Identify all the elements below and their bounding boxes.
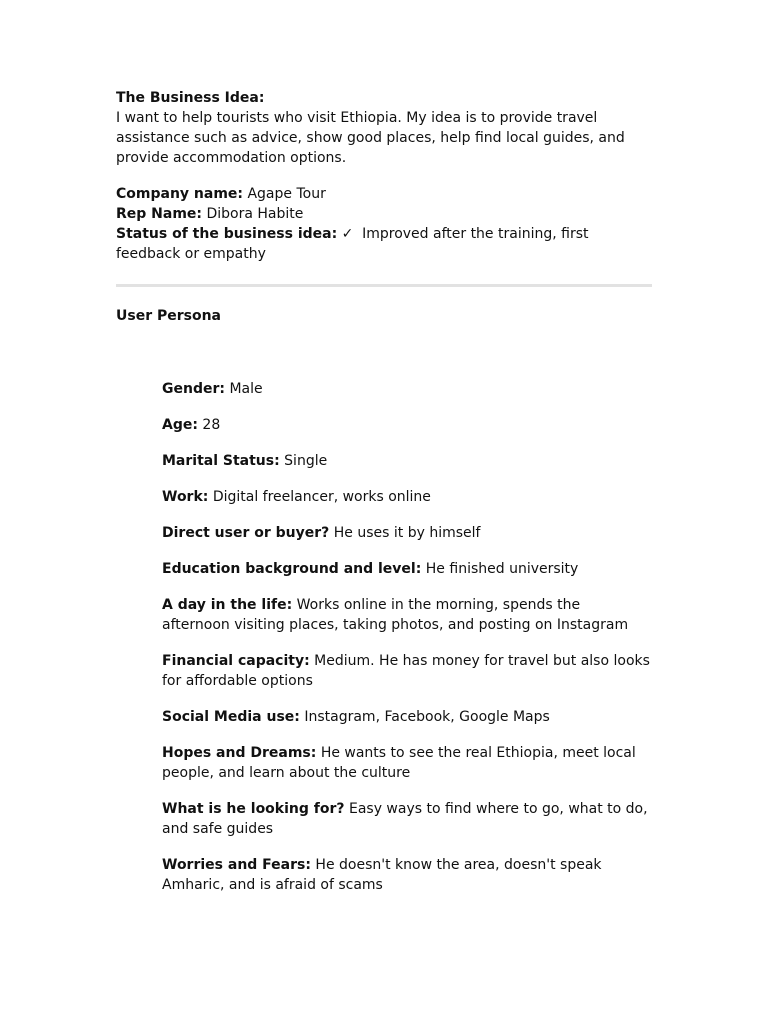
persona-value: Medium. He has money for travel but also looks for affordable options <box>162 653 650 689</box>
document-page <box>116 88 652 326</box>
rep-name-label: Rep Name: <box>116 206 203 222</box>
persona-label: What is he looking for? <box>162 801 345 817</box>
persona-item-hopes-dreams <box>162 743 652 783</box>
persona-value: Male <box>229 381 263 397</box>
persona-item-social-media <box>162 707 652 727</box>
persona-value: 28 <box>202 417 221 433</box>
status-value: Improved after the training, first feedback or empathy <box>116 226 589 262</box>
business-idea-text: I want to help tourists who visit Ethiopia. My idea is to provide travel assistance such as advice, show good places, help find local guides, and provide accommodation options. <box>116 110 625 166</box>
persona-item-gender <box>162 379 652 399</box>
persona-value: He doesn't know the area, doesn't speak Amharic, and is afraid of scams <box>162 857 602 893</box>
persona-label: Marital Status: <box>162 453 280 469</box>
persona-label: Work: <box>162 489 209 505</box>
persona-value: Easy ways to find where to go, what to do, and safe guides <box>162 801 648 837</box>
company-name-line <box>116 184 652 204</box>
persona-label: Worries and Fears: <box>162 857 311 873</box>
persona-value: Digital freelancer, works online <box>212 489 431 505</box>
persona-label: Direct user or buyer? <box>162 525 330 541</box>
persona-value: Single <box>284 453 328 469</box>
persona-label: Social Media use: <box>162 709 300 725</box>
persona-label: Age: <box>162 417 198 433</box>
rep-name-line <box>116 204 652 224</box>
persona-value: Instagram, Facebook, Google Maps <box>304 709 550 725</box>
persona-value: He uses it by himself <box>333 525 481 541</box>
rep-name-value: Dibora Habite <box>206 206 304 222</box>
persona-item-education <box>162 559 652 579</box>
user-persona-heading: User Persona <box>116 308 221 324</box>
persona-item-looking-for <box>162 799 652 839</box>
persona-label: Hopes and Dreams: <box>162 745 317 761</box>
status-label: Status of the business idea: <box>116 226 338 242</box>
persona-value: He wants to see the real Ethiopia, meet local people, and learn about the culture <box>162 745 636 781</box>
checkmark-icon: ✓ <box>341 226 354 242</box>
company-name-label: Company name: <box>116 186 244 202</box>
section-divider <box>116 284 652 287</box>
business-idea-heading: The Business Idea: <box>116 90 265 106</box>
persona-label: Education background and level: <box>162 561 422 577</box>
persona-label: Financial capacity: <box>162 653 310 669</box>
company-name-value: Agape Tour <box>247 186 326 202</box>
persona-item-financial-capacity <box>162 651 652 691</box>
persona-label: A day in the life: <box>162 597 293 613</box>
status-line <box>116 224 652 264</box>
persona-list <box>162 379 652 911</box>
persona-value: He finished university <box>425 561 579 577</box>
persona-label: Gender: <box>162 381 225 397</box>
persona-item-direct-user <box>162 523 652 543</box>
persona-item-worries-fears <box>162 855 652 895</box>
persona-item-marital-status <box>162 451 652 471</box>
persona-value: Works online in the morning, spends the afternoon visiting places, taking photos, and posting on Instagram <box>162 597 629 633</box>
persona-item-age <box>162 415 652 435</box>
persona-item-work <box>162 487 652 507</box>
persona-item-day-in-life <box>162 595 652 635</box>
